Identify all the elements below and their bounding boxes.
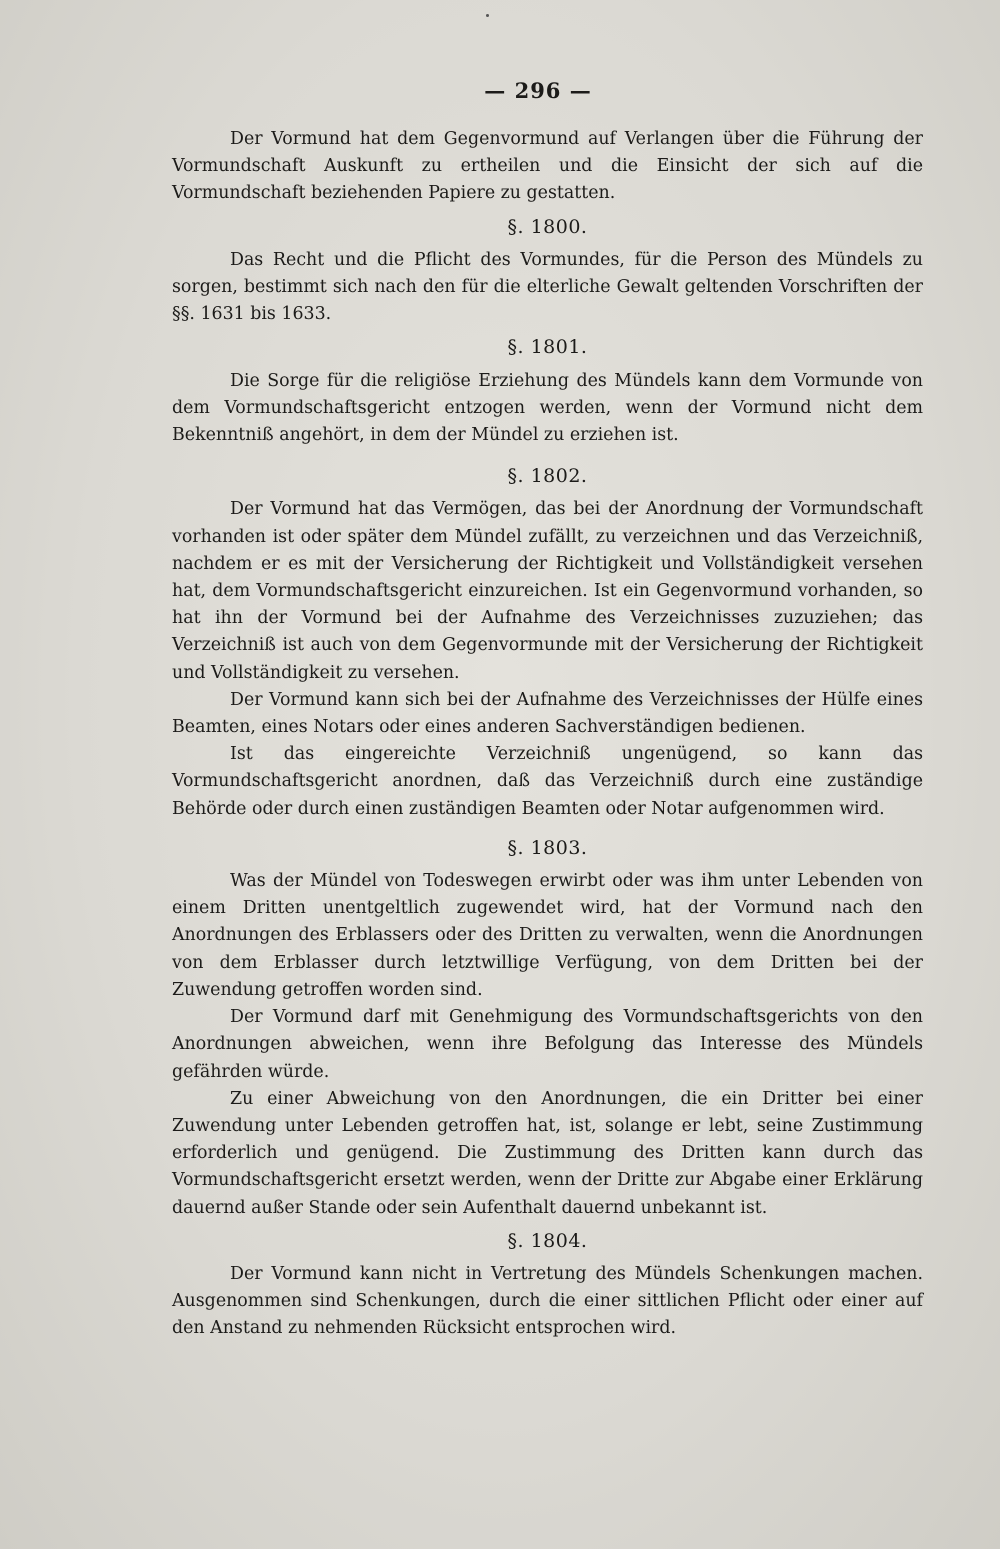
section-heading: §. 1801. xyxy=(507,336,588,359)
section-1804 xyxy=(172,1228,923,1343)
paragraph: Das Recht und die Pflicht des Vormundes, für die Person des Mündels zu sorgen, bestimmt sich nach den für die elterliche Gewalt geltenden Vorschriften der §§. 1631 bis 1633. xyxy=(172,249,923,325)
section-1800 xyxy=(172,214,923,329)
paragraph: Zu einer Abweichung von den Anordnungen, die ein Dritter bei einer Zuwendung unter Lebenden getroffen hat, ist, solange er lebt, seine Zustimmung erforderlich und genügend. Die Zustimmung des Dritten kann durch das Vormundschaftsgericht ersetzt werden, wenn der Dritte zur Abgabe einer Erklärung dauernd außer Stande oder sein Aufenthalt dauernd unbekannt ist. xyxy=(172,1088,923,1218)
paragraph: Der Vormund kann nicht in Vertretung des Mündels Schenkungen machen. Ausgenommen sind Schenkungen, durch die einer sittlichen Pflicht oder einer auf den Anstand zu nehmenden Rücksicht entsprochen wird. xyxy=(172,1263,923,1339)
page-number: — 296 — xyxy=(484,78,592,103)
paragraph: Der Vormund hat dem Gegenvormund auf Verlangen über die Führung der Vormundschaft Auskunft zu ertheilen und die Einsicht der sich auf die Vormundschaft beziehenden Papiere zu gestatten. xyxy=(172,129,923,204)
paragraph: Was der Mündel von Todeswegen erwirbt oder was ihm unter Lebenden von einem Dritten unentgeltlich zugewendet wird, hat der Vormund nach den Anordnungen des Erblassers oder des Dritten zu verwalten, wenn die Anordnungen von dem Erblasser durch letztwillige Verfügung, von dem Dritten bei der Zuwendung getroffen worden sind. xyxy=(172,871,923,1000)
paragraph: Die Sorge für die religiöse Erziehung des Mündels kann dem Vormunde von dem Vormundschaftsgericht entzogen werden, wenn der Vormund nicht dem Bekenntniß angehört, in dem der Mündel zu erziehen ist. xyxy=(172,370,923,446)
section-1803 xyxy=(172,835,923,1222)
paragraph: Der Vormund darf mit Genehmigung des Vormundschaftsgerichts von den Anordnungen abweichen, wenn ihre Befolgung das Interesse des Mündels gefährden würde. xyxy=(172,1007,923,1082)
section-continuation xyxy=(172,126,923,208)
paragraph: Ist das eingereichte Verzeichniß ungenügend, so kann das Vormundschaftsgericht anordnen, daß das Verzeichniß durch eine zuständige Behörde oder durch einen zuständigen Beamten oder Notar aufgenommen wird. xyxy=(172,744,923,819)
section-1801 xyxy=(172,334,923,449)
paragraph: Der Vormund hat das Vermögen, das bei der Anordnung der Vormundschaft vorhanden ist oder später dem Mündel zufällt, zu verzeichnen und das Verzeichniß, nachdem er es mit der Versicherung der Richtigkeit und Vollständigkeit versehen hat, dem Vormundschaftsgericht einzureichen. Ist ein Gegenvormund vorhanden, so hat ihn der Vormund bei der Aufnahme des Verzeichnisses zuzuziehen; das Verzeichniß ist auch von dem Gegenvormunde mit der Versicherung der Richtigkeit und Vollständigkeit zu versehen. xyxy=(172,499,923,683)
section-heading: §. 1800. xyxy=(507,215,588,238)
paragraph: Der Vormund kann sich bei der Aufnahme des Verzeichnisses der Hülfe eines Beamten, eines Notars oder eines anderen Sachverständigen bedienen. xyxy=(172,689,923,738)
print-speck xyxy=(486,14,489,17)
section-heading: §. 1803. xyxy=(507,836,588,859)
page-body xyxy=(172,126,923,1343)
section-heading: §. 1804. xyxy=(507,1229,588,1252)
section-1802 xyxy=(172,463,923,823)
section-heading: §. 1802. xyxy=(507,465,588,488)
